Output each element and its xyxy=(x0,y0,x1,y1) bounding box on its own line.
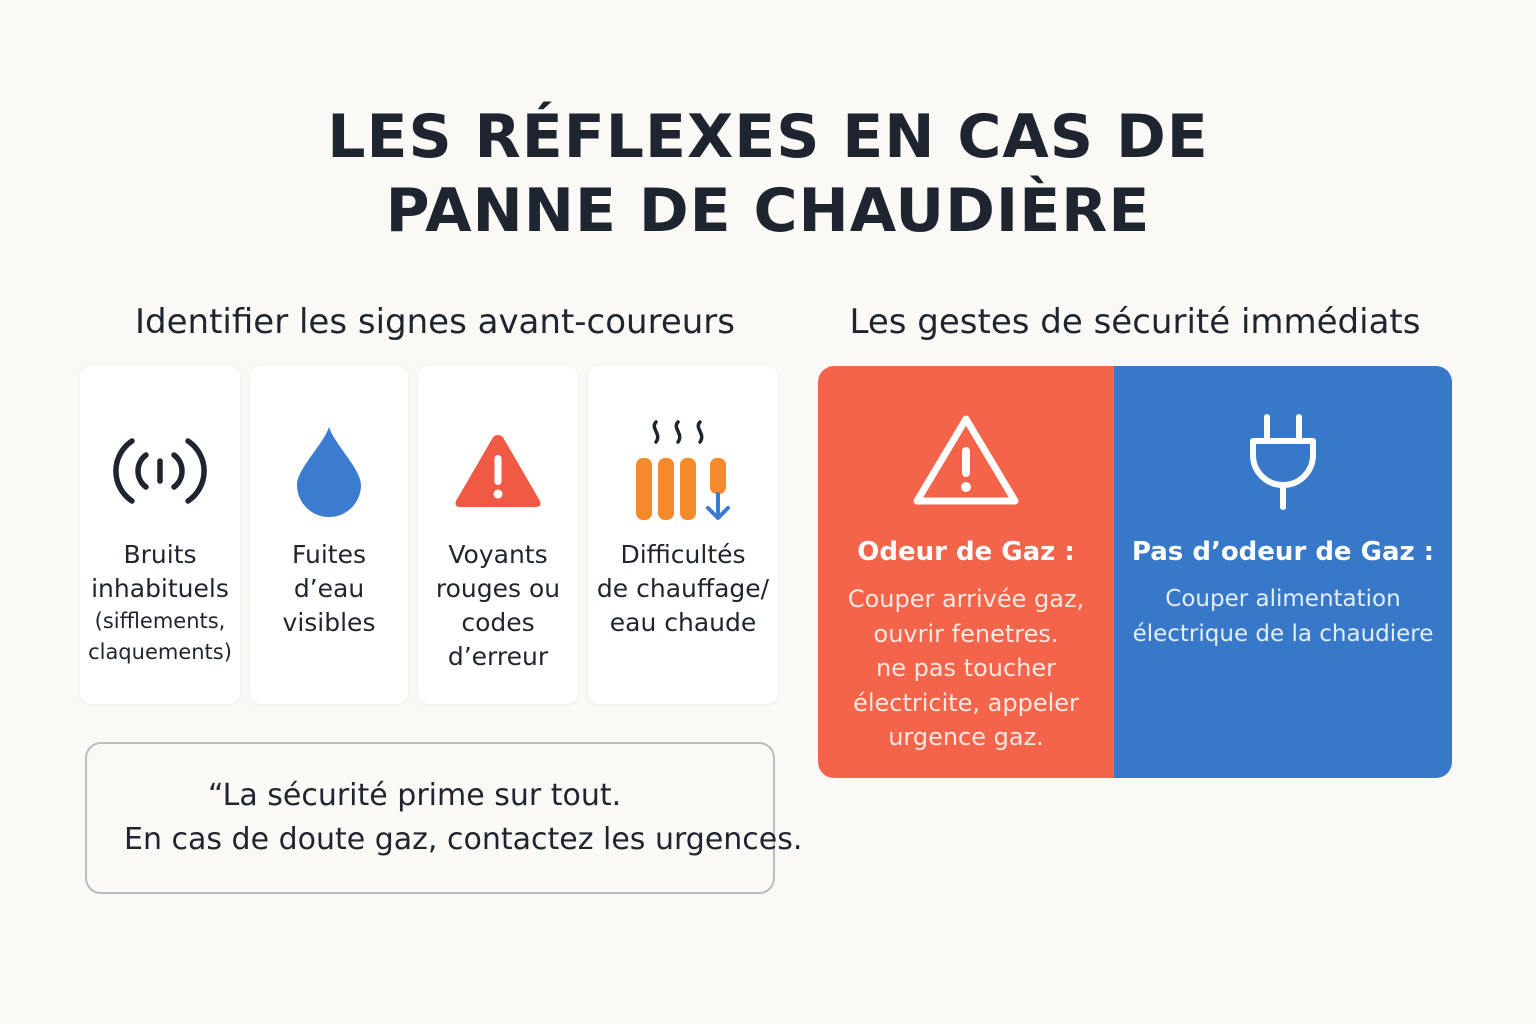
sign-card-noises xyxy=(80,366,240,704)
sign-label-leaks: Fuites d’eau visibles xyxy=(282,540,376,637)
gas-smell-title: Odeur de Gaz : xyxy=(857,537,1075,567)
signs-heading: Identifier les signes avant-coureurs xyxy=(135,302,735,342)
page-title xyxy=(0,100,1536,248)
sign-label-warning-lights: Voyants rouges ou codes d’erreur xyxy=(435,540,561,671)
quote-line-2: En cas de doute gaz, contactez les urgences. xyxy=(124,822,803,857)
sign-card-warning-lights xyxy=(418,366,578,704)
water-drop-icon xyxy=(250,416,408,526)
sound-waves-icon xyxy=(80,416,240,526)
no-gas-smell-instructions: Couper alimentation électrique de la chaudiere xyxy=(1132,586,1434,647)
no-gas-smell-panel xyxy=(1114,366,1452,778)
warning-outline-icon xyxy=(818,406,1114,516)
no-gas-smell-title: Pas d’odeur de Gaz : xyxy=(1131,537,1435,567)
sign-card-leaks xyxy=(250,366,408,704)
radiator-heat-icon xyxy=(588,416,778,526)
electric-plug-icon xyxy=(1114,406,1452,516)
quote-line-1: “La sécurité prime sur tout. xyxy=(208,778,622,813)
title-line-1: LES RÉFLEXES EN CAS DE xyxy=(327,102,1209,172)
gas-smell-instructions: Couper arrivée gaz, ouvrir fenetres. ne pas toucher électricite, appeler urgence gaz. xyxy=(847,585,1085,751)
safety-actions-panel xyxy=(818,366,1452,778)
title-line-2: PANNE DE CHAUDIÈRE xyxy=(385,176,1151,246)
safety-quote-box xyxy=(85,742,775,894)
sign-label-heating: Difficultés de chauffage/ eau chaude xyxy=(596,540,770,637)
sign-label-noises: Bruits inhabituels (sifflements, claquements) xyxy=(88,540,232,664)
safety-heading: Les gestes de sécurité immédiats xyxy=(849,302,1421,342)
gas-smell-panel xyxy=(818,366,1114,778)
warning-triangle-icon xyxy=(418,416,578,526)
sign-card-heating xyxy=(588,366,778,704)
